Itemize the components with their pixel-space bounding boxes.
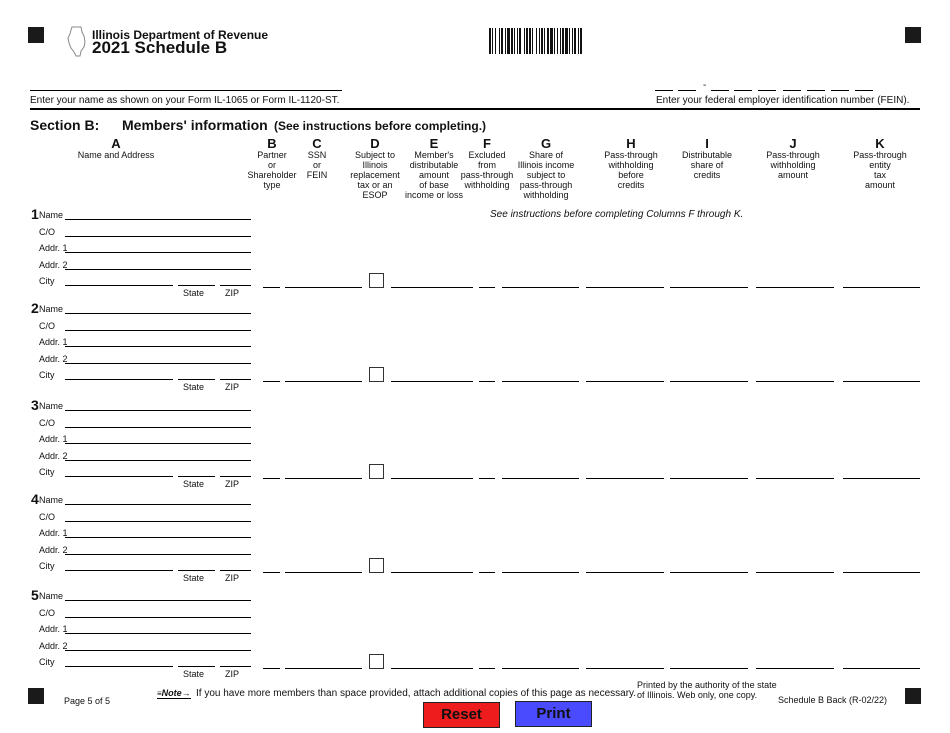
column-heading-c: SSN or FEIN bbox=[306, 150, 328, 180]
arrow-right-icon: → bbox=[181, 688, 191, 698]
member-addr1-input[interactable] bbox=[65, 346, 251, 347]
column-letter-d: D bbox=[370, 136, 380, 151]
member-name-input[interactable] bbox=[65, 504, 251, 505]
barcode-bar bbox=[505, 28, 506, 54]
form-id: Schedule B Back (R-02/22) bbox=[778, 695, 888, 705]
barcode-bar bbox=[554, 28, 555, 54]
member-addr2-input[interactable] bbox=[65, 460, 251, 461]
fein-caption: Enter your federal employer identification number (FEIN). bbox=[656, 95, 910, 106]
name-label: Name bbox=[39, 591, 64, 601]
registration-mark-bottom-left bbox=[28, 688, 44, 704]
column-heading-h: Pass-through withholding before credits bbox=[604, 150, 658, 190]
barcode-bar bbox=[550, 28, 553, 54]
registration-mark-bottom-right bbox=[905, 688, 921, 704]
member-replacement-tax-checkbox[interactable] bbox=[369, 367, 384, 382]
member-withholding-amount-input[interactable] bbox=[756, 381, 834, 382]
member-credits-input[interactable] bbox=[670, 572, 748, 573]
barcode-bar bbox=[536, 28, 537, 54]
member-number: 1 bbox=[31, 206, 39, 222]
co-label: C/O bbox=[39, 320, 56, 331]
fein-digit-line[interactable] bbox=[783, 90, 801, 91]
member-co-input[interactable] bbox=[65, 617, 251, 618]
member-base-income-input[interactable] bbox=[391, 572, 473, 573]
column-letter-a: A bbox=[111, 136, 121, 151]
member-city-input[interactable] bbox=[65, 285, 173, 286]
addr2-label: Addr. 2 bbox=[39, 450, 68, 461]
member-replacement-tax-checkbox[interactable] bbox=[369, 464, 384, 479]
member-ssn-fein-input[interactable] bbox=[285, 572, 362, 573]
barcode-bar bbox=[489, 28, 491, 54]
member-city-input[interactable] bbox=[65, 666, 173, 667]
barcode-bar bbox=[569, 28, 570, 54]
member-addr1-input[interactable] bbox=[65, 537, 251, 538]
department-name: Illinois Department of Revenue bbox=[92, 28, 269, 42]
name-label: Name bbox=[39, 304, 64, 314]
barcode-bar bbox=[507, 28, 510, 54]
member-base-income-input[interactable] bbox=[391, 381, 473, 382]
member-pte-tax-input[interactable] bbox=[843, 668, 920, 669]
member-zip-input[interactable] bbox=[220, 285, 251, 286]
fein-digit-line[interactable] bbox=[655, 90, 673, 91]
member-state-input[interactable] bbox=[178, 285, 215, 286]
member-withholding-before-credits-input[interactable] bbox=[586, 287, 664, 288]
member-excluded-input[interactable] bbox=[479, 381, 495, 382]
barcode-bar bbox=[547, 28, 549, 54]
column-heading-d: Subject to Illinois replacement tax or an ESOP bbox=[350, 150, 400, 200]
fein-digit-line[interactable] bbox=[711, 90, 729, 91]
city-label: City bbox=[39, 657, 55, 668]
member-pte-tax-input[interactable] bbox=[843, 381, 920, 382]
member-excluded-input[interactable] bbox=[479, 668, 495, 669]
name-label: Name bbox=[39, 210, 64, 220]
section-title: Members' information bbox=[122, 117, 268, 133]
state-label: State bbox=[183, 288, 205, 299]
city-label: City bbox=[39, 561, 55, 572]
addr1-label: Addr. 1 bbox=[39, 337, 68, 348]
member-city-input[interactable] bbox=[65, 379, 173, 380]
member-partner-type-input[interactable] bbox=[263, 572, 280, 573]
footer-note: If you have more members than space provided, attach additional copies of this page as necessary. bbox=[196, 688, 637, 699]
authority-text: Printed by the authority of the state of Illinois. Web only, one copy. bbox=[637, 680, 777, 700]
barcode-bar bbox=[544, 28, 545, 54]
column-heading-a: Name and Address bbox=[77, 150, 155, 160]
column-letter-i: I bbox=[705, 136, 709, 151]
column-heading-i: Distributable share of credits bbox=[681, 150, 733, 180]
state-label: State bbox=[183, 573, 205, 584]
co-label: C/O bbox=[39, 226, 56, 237]
member-addr1-input[interactable] bbox=[65, 443, 251, 444]
barcode-bar bbox=[526, 28, 528, 54]
member-base-income-input[interactable] bbox=[391, 668, 473, 669]
member-pte-tax-input[interactable] bbox=[843, 478, 920, 479]
member-co-input[interactable] bbox=[65, 330, 251, 331]
member-addr2-input[interactable] bbox=[65, 650, 251, 651]
member-state-input[interactable] bbox=[178, 666, 215, 667]
member-number: 3 bbox=[31, 397, 39, 413]
member-state-input[interactable] bbox=[178, 570, 215, 571]
zip-label: ZIP bbox=[225, 669, 240, 680]
member-addr2-input[interactable] bbox=[65, 554, 251, 555]
note-badge bbox=[157, 688, 191, 699]
addr1-label: Addr. 1 bbox=[39, 528, 68, 539]
column-heading-k: Pass-through entity tax amount bbox=[853, 150, 907, 190]
column-letter-h: H bbox=[626, 136, 636, 151]
column-heading-e: Member's distributable amount of base income or loss bbox=[404, 150, 464, 200]
zip-label: ZIP bbox=[225, 382, 240, 393]
fein-digit-line[interactable] bbox=[678, 90, 696, 91]
addr2-label: Addr. 2 bbox=[39, 640, 68, 651]
fein-digit-line[interactable] bbox=[734, 90, 752, 91]
member-credits-input[interactable] bbox=[670, 381, 748, 382]
member-base-income-input[interactable] bbox=[391, 478, 473, 479]
column-letter-j: J bbox=[789, 136, 797, 151]
co-label: C/O bbox=[39, 607, 56, 618]
member-share-income-input[interactable] bbox=[502, 287, 579, 288]
illinois-state-icon bbox=[66, 26, 88, 58]
fein-dash: - bbox=[703, 80, 707, 91]
barcode-bar bbox=[560, 28, 561, 54]
column-letter-b: B bbox=[267, 136, 277, 151]
addr1-label: Addr. 1 bbox=[39, 243, 68, 254]
name-label: Name bbox=[39, 401, 64, 411]
member-city-input[interactable] bbox=[65, 570, 173, 571]
column-letter-g: G bbox=[540, 136, 552, 151]
column-letter-e: E bbox=[429, 136, 439, 151]
page-number: Page 5 of 5 bbox=[64, 696, 111, 706]
member-ssn-fein-input[interactable] bbox=[285, 668, 362, 669]
member-ssn-fein-input[interactable] bbox=[285, 287, 362, 288]
member-share-income-input[interactable] bbox=[502, 572, 579, 573]
member-co-input[interactable] bbox=[65, 236, 251, 237]
barcode-bar bbox=[511, 28, 513, 54]
barcode-bar bbox=[529, 28, 531, 54]
page-title: 2021 Schedule B bbox=[92, 38, 228, 57]
barcode-bar bbox=[539, 28, 540, 54]
member-ssn-fein-input[interactable] bbox=[285, 478, 362, 479]
member-name-input[interactable] bbox=[65, 600, 251, 601]
member-number: 5 bbox=[31, 587, 39, 603]
column-heading-b: Partner or Shareholder type bbox=[247, 150, 297, 190]
member-withholding-before-credits-input[interactable] bbox=[586, 572, 664, 573]
zip-label: ZIP bbox=[225, 479, 240, 490]
column-letter-c: C bbox=[312, 136, 322, 151]
zip-label: ZIP bbox=[225, 288, 240, 299]
barcode-bar bbox=[501, 28, 503, 54]
member-number: 2 bbox=[31, 300, 39, 316]
co-label: C/O bbox=[39, 511, 56, 522]
addr2-label: Addr. 2 bbox=[39, 544, 68, 555]
state-label: State bbox=[183, 669, 205, 680]
member-share-income-input[interactable] bbox=[502, 381, 579, 382]
fein-digit-line[interactable] bbox=[758, 90, 776, 91]
city-label: City bbox=[39, 276, 55, 287]
member-replacement-tax-checkbox[interactable] bbox=[369, 654, 384, 669]
member-addr1-input[interactable] bbox=[65, 633, 251, 634]
member-partner-type-input[interactable] bbox=[263, 478, 280, 479]
member-addr2-input[interactable] bbox=[65, 269, 251, 270]
member-city-input[interactable] bbox=[65, 476, 173, 477]
member-share-income-input[interactable] bbox=[502, 668, 579, 669]
fein-digit-line[interactable] bbox=[831, 90, 849, 91]
member-partner-type-input[interactable] bbox=[263, 668, 280, 669]
barcode-bar bbox=[562, 28, 564, 54]
instruction-note: See instructions before completing Columns F through K. bbox=[490, 209, 744, 220]
section-label: Section B: bbox=[30, 117, 100, 133]
member-name-input[interactable] bbox=[65, 410, 251, 411]
barcode-icon bbox=[489, 28, 639, 54]
member-name-input[interactable] bbox=[65, 313, 251, 314]
addr2-label: Addr. 2 bbox=[39, 259, 68, 270]
member-zip-input[interactable] bbox=[220, 476, 251, 477]
print-button[interactable]: Print bbox=[515, 701, 592, 727]
name-caption: Enter your name as shown on your Form IL-1065 or Form IL-1120-ST. bbox=[30, 95, 340, 106]
member-credits-input[interactable] bbox=[670, 287, 748, 288]
city-label: City bbox=[39, 370, 55, 381]
section-divider bbox=[30, 108, 920, 110]
barcode-bar bbox=[541, 28, 543, 54]
member-ssn-fein-input[interactable] bbox=[285, 381, 362, 382]
state-label: State bbox=[183, 382, 205, 393]
addr1-label: Addr. 1 bbox=[39, 624, 68, 635]
column-heading-j: Pass-through withholding amount bbox=[766, 150, 820, 180]
member-withholding-amount-input[interactable] bbox=[756, 287, 834, 288]
fein-digit-line[interactable] bbox=[807, 90, 825, 91]
addr1-label: Addr. 1 bbox=[39, 434, 68, 445]
barcode-bar bbox=[524, 28, 525, 54]
member-name-input[interactable] bbox=[65, 219, 251, 220]
member-zip-input[interactable] bbox=[220, 666, 251, 667]
registration-mark-top-right bbox=[905, 27, 921, 43]
barcode-bar bbox=[572, 28, 573, 54]
section-subtitle: (See instructions before completing.) bbox=[274, 119, 487, 133]
co-label: C/O bbox=[39, 417, 56, 428]
registration-mark-top-left bbox=[28, 27, 44, 43]
barcode-bar bbox=[574, 28, 576, 54]
barcode-bar bbox=[565, 28, 568, 54]
barcode-bar bbox=[495, 28, 496, 54]
member-replacement-tax-checkbox[interactable] bbox=[369, 558, 384, 573]
member-replacement-tax-checkbox[interactable] bbox=[369, 273, 384, 288]
member-partner-type-input[interactable] bbox=[263, 381, 280, 382]
barcode-bar bbox=[499, 28, 500, 54]
name-label: Name bbox=[39, 495, 64, 505]
member-base-income-input[interactable] bbox=[391, 287, 473, 288]
member-state-input[interactable] bbox=[178, 476, 215, 477]
member-withholding-before-credits-input[interactable] bbox=[586, 668, 664, 669]
member-addr1-input[interactable] bbox=[65, 252, 251, 253]
member-pte-tax-input[interactable] bbox=[843, 287, 920, 288]
zip-label: ZIP bbox=[225, 573, 240, 584]
member-credits-input[interactable] bbox=[670, 668, 748, 669]
member-co-input[interactable] bbox=[65, 427, 251, 428]
member-zip-input[interactable] bbox=[220, 570, 251, 571]
barcode-bar bbox=[557, 28, 558, 54]
column-heading-g: Share of Illinois income subject to pass-through withholding bbox=[517, 150, 575, 200]
barcode-bar bbox=[514, 28, 515, 54]
member-share-income-input[interactable] bbox=[502, 478, 579, 479]
barcode-bar bbox=[578, 28, 579, 54]
member-partner-type-input[interactable] bbox=[263, 287, 280, 288]
barcode-bar bbox=[492, 28, 493, 54]
reset-button[interactable]: Reset bbox=[423, 702, 500, 728]
fein-digit-line[interactable] bbox=[855, 90, 873, 91]
barcode-bar bbox=[580, 28, 582, 54]
member-withholding-amount-input[interactable] bbox=[756, 572, 834, 573]
barcode-bar bbox=[519, 28, 521, 54]
taxpayer-name-line[interactable] bbox=[30, 90, 342, 91]
city-label: City bbox=[39, 467, 55, 478]
note-list-icon: ≡ bbox=[157, 689, 162, 698]
note-badge-label: Note bbox=[161, 688, 182, 698]
member-state-input[interactable] bbox=[178, 379, 215, 380]
member-withholding-amount-input[interactable] bbox=[756, 478, 834, 479]
member-withholding-before-credits-input[interactable] bbox=[586, 478, 664, 479]
column-letter-f: F bbox=[483, 136, 491, 151]
column-letter-k: K bbox=[875, 136, 885, 151]
member-co-input[interactable] bbox=[65, 521, 251, 522]
member-withholding-before-credits-input[interactable] bbox=[586, 381, 664, 382]
barcode-bar bbox=[532, 28, 533, 54]
member-excluded-input[interactable] bbox=[479, 287, 495, 288]
member-number: 4 bbox=[31, 491, 39, 507]
state-label: State bbox=[183, 479, 205, 490]
member-excluded-input[interactable] bbox=[479, 572, 495, 573]
column-heading-f: Excluded from pass-through withholding bbox=[460, 150, 514, 190]
member-pte-tax-input[interactable] bbox=[843, 572, 920, 573]
addr2-label: Addr. 2 bbox=[39, 353, 68, 364]
member-zip-input[interactable] bbox=[220, 379, 251, 380]
member-excluded-input[interactable] bbox=[479, 478, 495, 479]
member-addr2-input[interactable] bbox=[65, 363, 251, 364]
barcode-bar bbox=[517, 28, 518, 54]
member-credits-input[interactable] bbox=[670, 478, 748, 479]
member-withholding-amount-input[interactable] bbox=[756, 668, 834, 669]
